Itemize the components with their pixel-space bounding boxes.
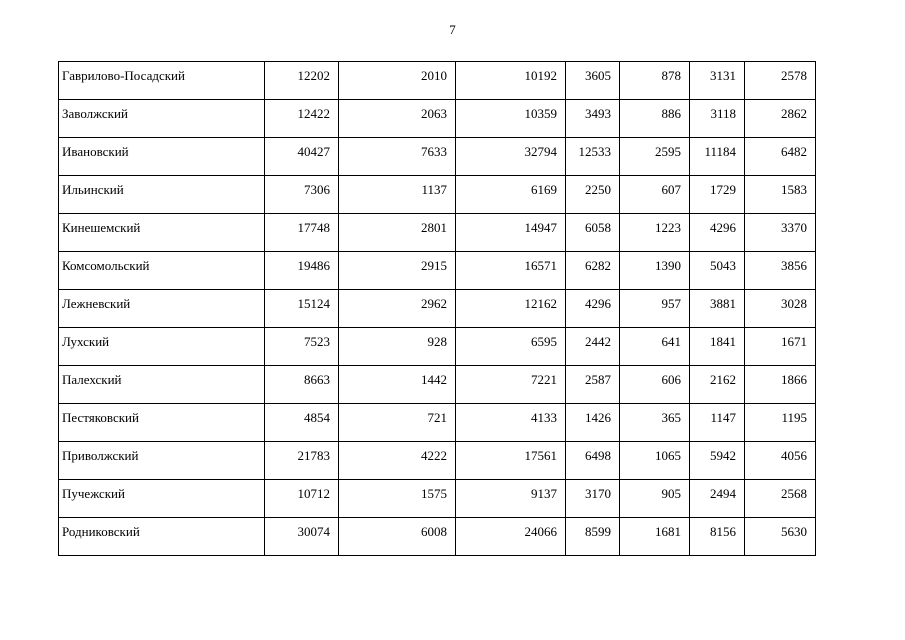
value-cell: 17561 (456, 442, 566, 480)
value-cell: 7306 (265, 176, 339, 214)
value-cell: 878 (620, 62, 690, 100)
value-cell: 6595 (456, 328, 566, 366)
district-name-cell: Пестяковский (59, 404, 265, 442)
table-row (59, 290, 816, 328)
value-cell: 4222 (339, 442, 456, 480)
value-cell: 10712 (265, 480, 339, 518)
value-cell: 1671 (745, 328, 816, 366)
value-cell: 2578 (745, 62, 816, 100)
value-cell: 3493 (566, 100, 620, 138)
value-cell: 2801 (339, 214, 456, 252)
value-cell: 4056 (745, 442, 816, 480)
value-cell: 2915 (339, 252, 456, 290)
district-name-cell: Лежневский (59, 290, 265, 328)
value-cell: 6058 (566, 214, 620, 252)
value-cell: 9137 (456, 480, 566, 518)
value-cell: 7633 (339, 138, 456, 176)
district-name-cell: Комсомольский (59, 252, 265, 290)
value-cell: 1390 (620, 252, 690, 290)
value-cell: 3881 (690, 290, 745, 328)
value-cell: 1575 (339, 480, 456, 518)
value-cell: 1681 (620, 518, 690, 556)
value-cell: 1223 (620, 214, 690, 252)
district-name-cell: Ильинский (59, 176, 265, 214)
value-cell: 905 (620, 480, 690, 518)
value-cell: 4296 (566, 290, 620, 328)
value-cell: 6282 (566, 252, 620, 290)
table-row (59, 252, 816, 290)
value-cell: 14947 (456, 214, 566, 252)
value-cell: 1729 (690, 176, 745, 214)
value-cell: 606 (620, 366, 690, 404)
value-cell: 30074 (265, 518, 339, 556)
value-cell: 607 (620, 176, 690, 214)
value-cell: 8599 (566, 518, 620, 556)
value-cell: 7523 (265, 328, 339, 366)
value-cell: 5630 (745, 518, 816, 556)
value-cell: 3605 (566, 62, 620, 100)
district-name-cell: Палехский (59, 366, 265, 404)
district-name-cell: Кинешемский (59, 214, 265, 252)
value-cell: 2595 (620, 138, 690, 176)
value-cell: 3856 (745, 252, 816, 290)
table-row (59, 138, 816, 176)
district-name-cell: Приволжский (59, 442, 265, 480)
value-cell: 1841 (690, 328, 745, 366)
value-cell: 12162 (456, 290, 566, 328)
value-cell: 2010 (339, 62, 456, 100)
value-cell: 2962 (339, 290, 456, 328)
value-cell: 2587 (566, 366, 620, 404)
value-cell: 40427 (265, 138, 339, 176)
value-cell: 2862 (745, 100, 816, 138)
table-row (59, 518, 816, 556)
value-cell: 1442 (339, 366, 456, 404)
table-body (59, 62, 816, 556)
value-cell: 721 (339, 404, 456, 442)
table-row (59, 100, 816, 138)
table-row (59, 404, 816, 442)
value-cell: 8663 (265, 366, 339, 404)
value-cell: 24066 (456, 518, 566, 556)
value-cell: 6482 (745, 138, 816, 176)
table-row (59, 214, 816, 252)
district-name-cell: Заволжский (59, 100, 265, 138)
value-cell: 1137 (339, 176, 456, 214)
value-cell: 19486 (265, 252, 339, 290)
value-cell: 2568 (745, 480, 816, 518)
value-cell: 4854 (265, 404, 339, 442)
value-cell: 5942 (690, 442, 745, 480)
value-cell: 4296 (690, 214, 745, 252)
value-cell: 957 (620, 290, 690, 328)
page-number: 7 (449, 22, 456, 37)
value-cell: 5043 (690, 252, 745, 290)
table-row (59, 176, 816, 214)
value-cell: 641 (620, 328, 690, 366)
value-cell: 2162 (690, 366, 745, 404)
value-cell: 11184 (690, 138, 745, 176)
value-cell: 8156 (690, 518, 745, 556)
value-cell: 16571 (456, 252, 566, 290)
table-row (59, 442, 816, 480)
district-name-cell: Ивановский (59, 138, 265, 176)
value-cell: 928 (339, 328, 456, 366)
value-cell: 1195 (745, 404, 816, 442)
value-cell: 10192 (456, 62, 566, 100)
value-cell: 2063 (339, 100, 456, 138)
table-row (59, 480, 816, 518)
value-cell: 6498 (566, 442, 620, 480)
value-cell: 1147 (690, 404, 745, 442)
value-cell: 17748 (265, 214, 339, 252)
value-cell: 1426 (566, 404, 620, 442)
district-statistics-table (58, 61, 816, 556)
district-name-cell: Пучежский (59, 480, 265, 518)
value-cell: 15124 (265, 290, 339, 328)
value-cell: 2494 (690, 480, 745, 518)
value-cell: 3370 (745, 214, 816, 252)
value-cell: 10359 (456, 100, 566, 138)
value-cell: 3170 (566, 480, 620, 518)
value-cell: 3131 (690, 62, 745, 100)
table-row (59, 366, 816, 404)
value-cell: 1065 (620, 442, 690, 480)
table-row (59, 328, 816, 366)
value-cell: 6008 (339, 518, 456, 556)
value-cell: 3028 (745, 290, 816, 328)
value-cell: 2442 (566, 328, 620, 366)
value-cell: 1583 (745, 176, 816, 214)
value-cell: 1866 (745, 366, 816, 404)
value-cell: 2250 (566, 176, 620, 214)
value-cell: 3118 (690, 100, 745, 138)
value-cell: 365 (620, 404, 690, 442)
value-cell: 7221 (456, 366, 566, 404)
value-cell: 12202 (265, 62, 339, 100)
value-cell: 4133 (456, 404, 566, 442)
value-cell: 886 (620, 100, 690, 138)
value-cell: 21783 (265, 442, 339, 480)
district-name-cell: Лухский (59, 328, 265, 366)
district-name-cell: Родниковский (59, 518, 265, 556)
value-cell: 32794 (456, 138, 566, 176)
value-cell: 12533 (566, 138, 620, 176)
value-cell: 6169 (456, 176, 566, 214)
district-name-cell: Гаврилово-Посадский (59, 62, 265, 100)
value-cell: 12422 (265, 100, 339, 138)
table-row (59, 62, 816, 100)
